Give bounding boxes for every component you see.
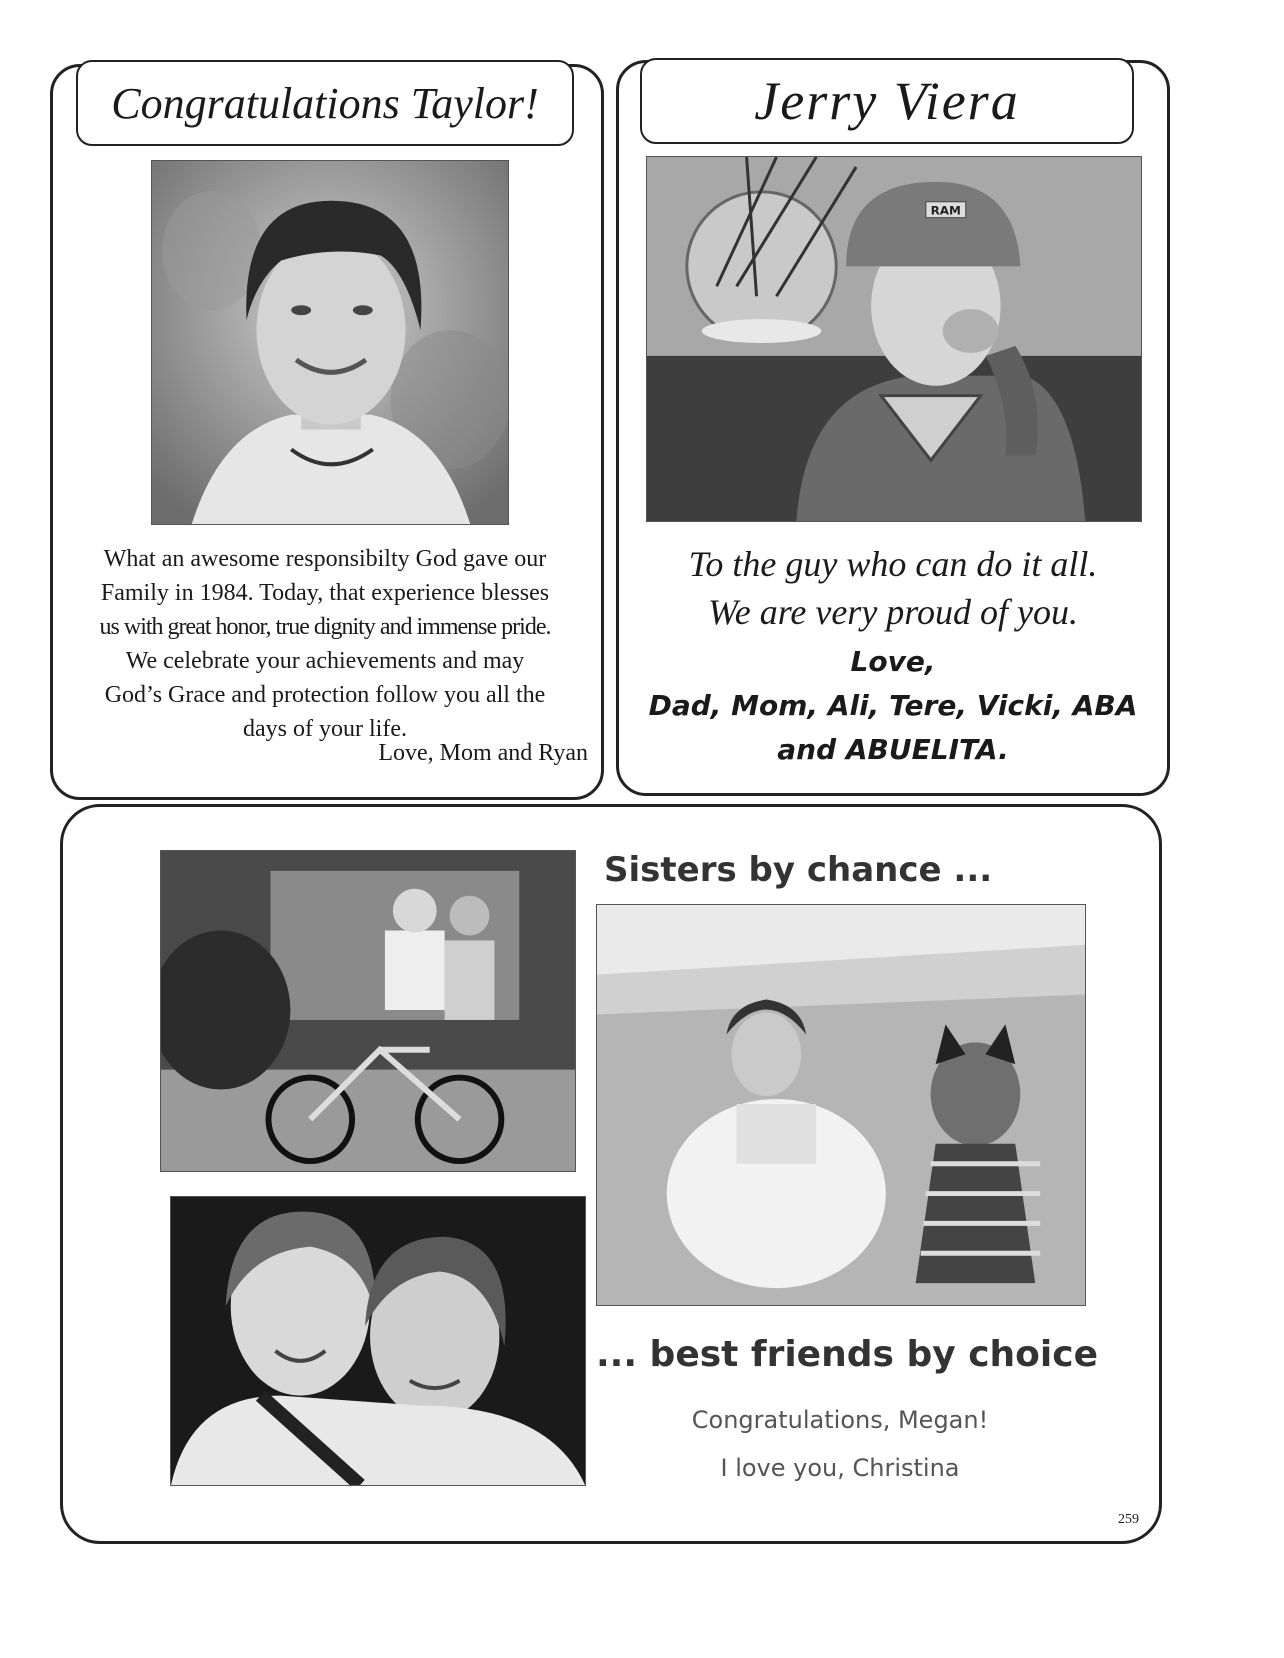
taylor-signature: Love, Mom and Ryan: [378, 740, 588, 766]
jerry-title-box: [640, 58, 1134, 144]
jerry-title: Jerry Viera: [754, 71, 1020, 131]
taylor-message-line: God’s Grace and protection follow you all the: [104, 682, 546, 708]
taylor-message: [60, 542, 590, 746]
jerry-family-line: and ABUELITA.: [777, 733, 1009, 766]
jerry-family-message: [616, 640, 1170, 772]
taylor-title: Congratulations Taylor!: [111, 78, 539, 128]
megan-heading-top: Sisters by chance ...: [604, 850, 993, 890]
cap-logo-text: RAM: [930, 203, 961, 218]
jerry-toddler-photo: [646, 156, 1142, 522]
taylor-message-line: us with great honor, true dignity and immense pride.: [99, 614, 551, 640]
jerry-message: [616, 540, 1170, 636]
taylor-message-line: days of your life.: [243, 716, 407, 742]
jerry-message-line: To the guy who can do it all.: [688, 544, 1098, 584]
page-number: 259: [1118, 1512, 1139, 1527]
taylor-title-box: [76, 60, 574, 146]
jerry-love-line: Love,: [850, 645, 936, 678]
taylor-portrait-photo: [151, 160, 509, 525]
megan-heading-bottom: ... best friends by choice: [596, 1334, 1099, 1375]
teen-sisters-photo: [170, 1196, 586, 1486]
megan-message-line: I love you, Christina: [720, 1454, 960, 1482]
jerry-family-line: Dad, Mom, Ali, Tere, Vicki, ABA: [648, 689, 1138, 722]
megan-message: [620, 1396, 1060, 1492]
jerry-message-line: We are very proud of you.: [708, 592, 1078, 632]
bicycle-girls-photo: [160, 850, 576, 1172]
megan-message-line: Congratulations, Megan!: [691, 1406, 989, 1434]
taylor-message-line: Family in 1984. Today, that experience blesses: [100, 580, 550, 606]
taylor-message-line: We celebrate your achievements and may: [125, 648, 525, 674]
costume-girls-photo: [596, 904, 1086, 1306]
taylor-message-line: What an awesome responsibilty God gave our: [103, 546, 547, 572]
